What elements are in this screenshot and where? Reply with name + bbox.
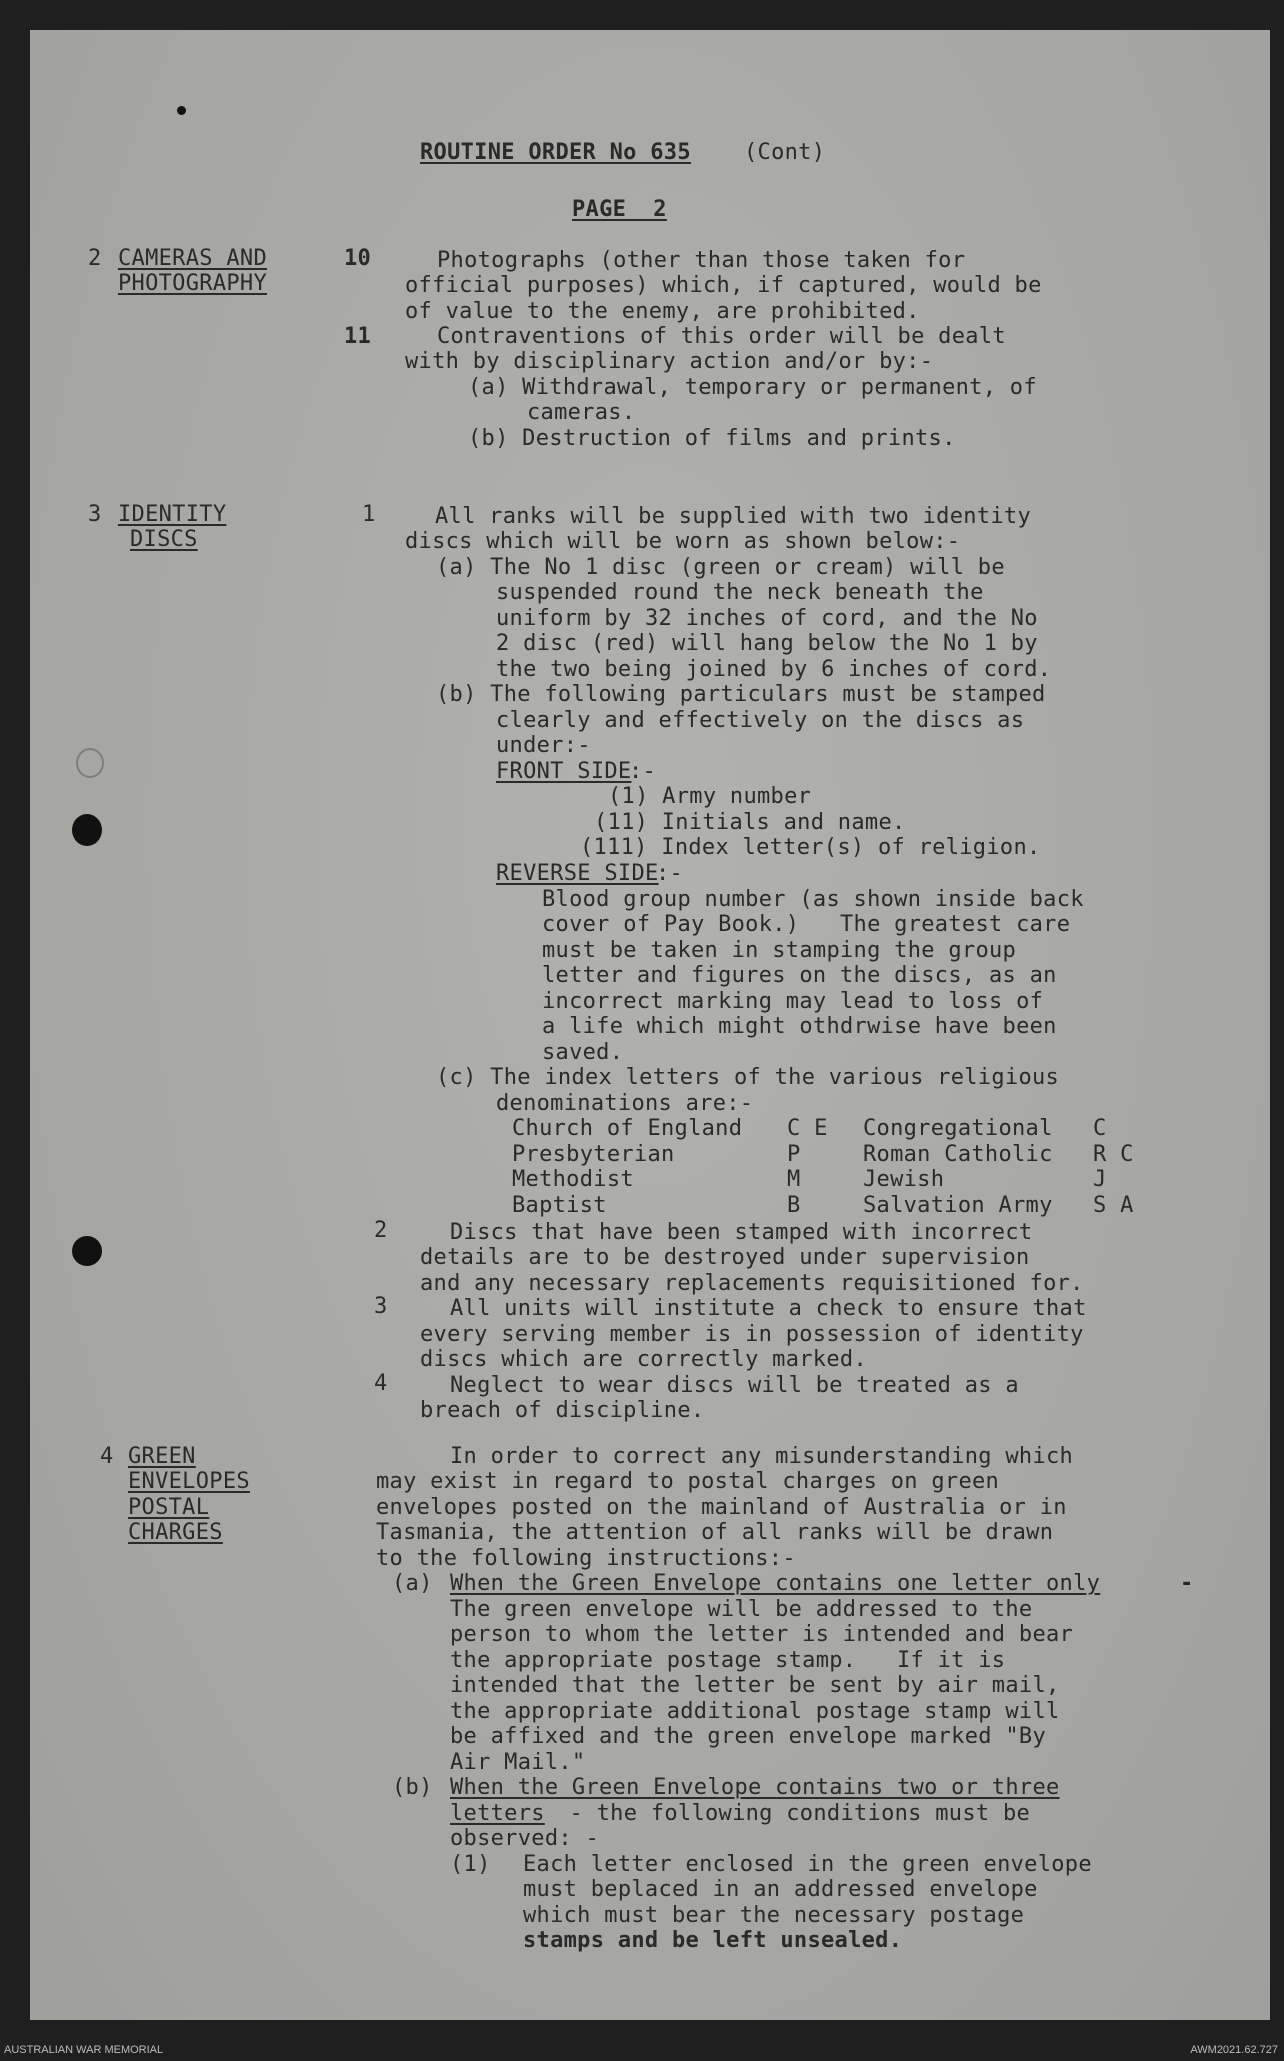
punch-hole-faint [76,748,104,778]
text-line: Contraventions of this order will be dealt [437,324,1006,349]
text-line: the appropriate postage stamp. If it is [450,1648,1006,1673]
text-line: discs which will be worn as shown below:- [405,529,961,554]
text-line: In order to correct any misunderstanding which [450,1444,1074,1469]
text-line: discs which are correctly marked. [420,1347,867,1372]
section-heading: IDENTITY [118,502,227,527]
religion-name: Jewish [863,1167,945,1192]
text-line: (b) Destruction of films and prints. [468,426,956,451]
section-number: 3 [88,502,102,527]
text-line: may exist in regard to postal charges on green [376,1469,1000,1494]
text-line: under:- [496,733,591,758]
text-line: (a) Withdrawal, temporary or permanent, of [468,375,1037,400]
text-line: with by disciplinary action and/or by:- [405,349,934,374]
text-line: breach of discipline. [420,1398,705,1423]
item-tag: (b) [392,1775,433,1800]
page-number: PAGE 2 [572,197,667,222]
text-line: Blood group number (as shown inside back [542,887,1084,912]
religion-name: Roman Catholic [863,1142,1053,1167]
item-heading: letters [450,1801,545,1826]
paragraph-number: 2 [374,1218,388,1243]
religion-name: Salvation Army [863,1193,1053,1218]
punch-hole [72,1236,102,1266]
text-line: uniform by 32 inches of cord, and the No [496,606,1038,631]
religion-name: Methodist [512,1167,634,1192]
text-line: the appropriate additional postage stamp will [450,1699,1060,1724]
punch-hole [72,814,102,846]
reverse-side-label: REVERSE SIDE [496,861,659,886]
text-line: cover of Pay Book.) The greatest care [542,912,1071,937]
section-heading: CAMERAS AND [118,246,267,271]
religion-code: S A [1093,1193,1134,1218]
text-line: saved. [542,1040,624,1065]
text-line: (b) The following particulars must be stamped [436,682,1046,707]
religion-name: Presbyterian [512,1142,675,1167]
section-number: 4 [100,1444,114,1469]
text-line: 2 disc (red) will hang below the No 1 by [496,631,1038,656]
text-line: All ranks will be supplied with two identity [435,504,1031,529]
text-line: stamps and be left unsealed. [523,1928,903,1953]
text-line: a life which might othdrwise have been [542,1014,1057,1039]
document-page [30,30,1270,2020]
order-title-cont: (Cont) [744,140,826,165]
religion-code: R C [1093,1142,1134,1167]
order-title: ROUTINE ORDER No 635 [420,140,691,165]
religion-code: J [1093,1167,1107,1192]
text-line: Photographs (other than those taken for [437,248,966,273]
section-heading: DISCS [130,527,198,552]
text-line: every serving member is in possession of identity [420,1322,1084,1347]
item-heading-dash: - [1180,1571,1194,1596]
section-heading: CHARGES [128,1520,223,1545]
reverse-side-colon: :- [656,861,684,886]
text-line: incorrect marking may lead to loss of [542,989,1044,1014]
religion-code: C [1093,1116,1107,1141]
text-line: details are to be destroyed under supervision [420,1245,1030,1270]
text-line: cameras. [527,400,636,425]
text-line: must be taken in stamping the group [542,938,1017,963]
ink-speck [177,106,186,115]
religion-code: M [787,1167,801,1192]
text-line: the two being joined by 6 inches of cord. [496,657,1052,682]
text-line: (c) The index letters of the various religious [436,1065,1060,1090]
section-heading: GREEN [128,1444,196,1469]
religion-code: C E [787,1116,828,1141]
item-heading: When the Green Envelope contains one letter only [450,1571,1101,1596]
text-line: Each letter enclosed in the green envelope [523,1852,1092,1877]
text-line: intended that the letter be sent by air mail, [450,1673,1060,1698]
section-heading: ENVELOPES [128,1469,250,1494]
text-line: (11) Initials and name. [594,810,906,835]
section-heading: PHOTOGRAPHY [118,271,267,296]
religion-name: Baptist [512,1193,607,1218]
text-line: clearly and effectively on the discs as [496,708,1025,733]
text-line: denominations are:- [496,1091,754,1116]
text-line: must beplaced in an addressed envelope [523,1877,1038,1902]
text-line: official purposes) which, if captured, would be [405,273,1042,298]
text-line: Tasmania, the attention of all ranks will be drawn [376,1520,1054,1545]
text-line: All units will institute a check to ensure that [450,1296,1087,1321]
item-heading: When the Green Envelope contains two or three [450,1775,1060,1800]
religion-name: Congregational [863,1116,1053,1141]
front-side-label: FRONT SIDE [496,759,632,784]
text-line: be affixed and the green envelope marked "By [450,1724,1046,1749]
text-line: (111) Index letter(s) of religion. [580,835,1041,860]
religion-code: P [787,1142,801,1167]
text-line: The green envelope will be addressed to the [450,1597,1033,1622]
text-line: letter and figures on the discs, as an [542,963,1057,988]
paragraph-number: 3 [374,1294,388,1319]
text-line: person to whom the letter is intended and bear [450,1622,1074,1647]
religion-name: Church of England [512,1116,743,1141]
text-line: of value to the enemy, are prohibited. [405,299,920,324]
section-heading: POSTAL [128,1495,210,1520]
section-number: 2 [88,246,102,271]
footer-accession-number: AWM2021.62.727 [1190,2044,1278,2056]
text-line: and any necessary replacements requisitioned for. [420,1271,1084,1296]
text-line: Neglect to wear discs will be treated as a [450,1373,1019,1398]
religion-code: B [787,1193,801,1218]
paragraph-number: 4 [374,1371,388,1396]
front-side-colon: :- [629,759,657,784]
item-tag: (1) [450,1852,491,1877]
text-line: which must bear the necessary postage [523,1903,1025,1928]
footer-source: AUSTRALIAN WAR MEMORIAL [4,2044,164,2056]
text-line: (1) Army number [608,784,812,809]
text-line: suspended round the neck beneath the [496,580,984,605]
text-line: observed: - [450,1826,599,1851]
text-line: to the following instructions:- [376,1546,796,1571]
paragraph-number: 1 [362,502,376,527]
text-line: Discs that have been stamped with incorrect [450,1220,1033,1245]
paragraph-number: 10 [344,246,372,271]
text-line: (a) The No 1 disc (green or cream) will be [436,555,1005,580]
item-tag: (a) [392,1571,433,1596]
text-line: envelopes posted on the mainland of Australia or in [376,1495,1067,1520]
text-line: Air Mail." [450,1750,586,1775]
text-line: - the following conditions must be [556,1801,1031,1826]
paragraph-number: 11 [344,324,372,349]
